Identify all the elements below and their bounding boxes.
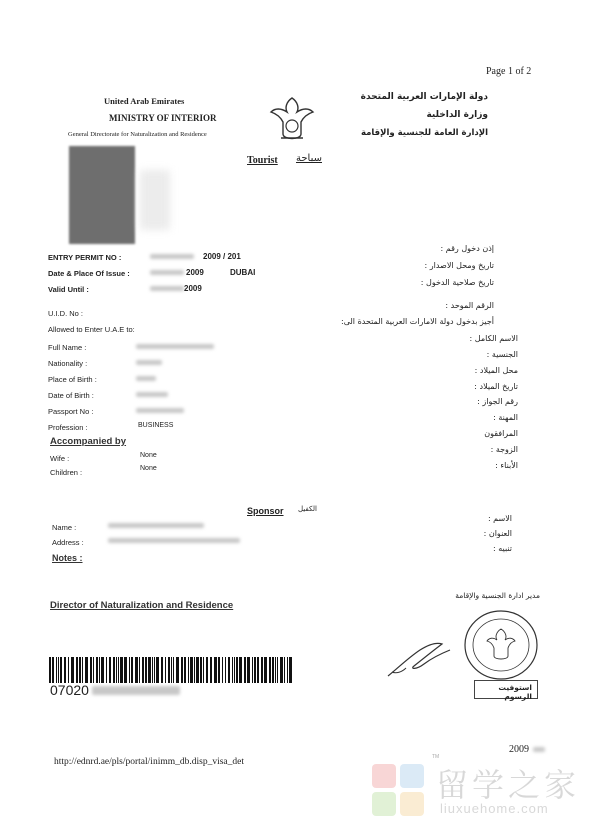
barcode-bar xyxy=(225,657,226,683)
barcode-bar xyxy=(118,657,119,683)
passport-label-ar: رقم الجواز : xyxy=(477,397,518,406)
barcode-bar xyxy=(49,657,51,683)
redacted-full-name xyxy=(136,344,214,349)
barcode-bar xyxy=(139,657,140,683)
children-label: Children : xyxy=(50,468,83,477)
sponsor-address-label-ar: العنوان : xyxy=(483,529,512,538)
official-seal-icon xyxy=(458,607,544,683)
sponsor-name-label: Name : xyxy=(52,523,77,532)
barcode-bar xyxy=(214,657,217,683)
barcode-bar xyxy=(161,657,163,683)
barcode-bar xyxy=(82,657,83,683)
full-name-label-ar: الاسم الكامل : xyxy=(469,334,518,343)
barcode-bar xyxy=(218,657,220,683)
redacted-sponsor-name xyxy=(108,523,204,528)
barcode-bar xyxy=(176,657,179,683)
allowed-label-ar: أجيز بدخول دولة الامارات العربية المتحدة الى: xyxy=(341,317,494,326)
accompanied-title: Accompanied by xyxy=(50,436,127,447)
barcode-bar xyxy=(244,657,246,683)
valid-label: Valid Until : xyxy=(48,285,89,294)
country-title-ar: دولة الإمارات العربية المتحدة xyxy=(360,92,488,102)
redacted-sponsor-address xyxy=(108,538,240,543)
barcode-bar xyxy=(52,657,54,683)
valid-label-ar: تاريخ صلاحية الدخول : xyxy=(420,278,494,287)
uid-label-ar: الرقم الموحد : xyxy=(445,301,494,310)
barcode-bar xyxy=(264,657,267,683)
barcode-bar xyxy=(289,657,292,683)
barcode-bar xyxy=(280,657,283,683)
issue-label: Date & Place Of Issue : xyxy=(48,269,130,278)
signature-icon xyxy=(380,628,460,683)
accompanied-title-ar: المرافقون xyxy=(484,429,518,438)
barcode-bar xyxy=(239,657,242,683)
barcode-bar xyxy=(171,657,172,683)
barcode-bar xyxy=(64,657,66,683)
barcode-bar xyxy=(120,657,123,683)
barcode-bar xyxy=(287,657,288,683)
barcode-bar xyxy=(210,657,212,683)
issue-year: 2009 xyxy=(186,268,204,277)
barcode-bar xyxy=(56,657,57,683)
wife-value: None xyxy=(140,452,157,459)
barcode-bar xyxy=(277,657,278,683)
redacted-issue-date xyxy=(150,270,184,275)
barcode-bar xyxy=(156,657,159,683)
country-title: United Arab Emirates xyxy=(104,96,185,106)
nationality-label-ar: الجنسية : xyxy=(486,350,518,359)
barcode-bar xyxy=(257,657,259,683)
footer-year: 2009 xyxy=(509,744,529,755)
barcode-bar xyxy=(142,657,144,683)
redacted-passport xyxy=(136,408,184,413)
date-of-birth-label-ar: تاريخ الميلاد : xyxy=(474,382,518,391)
sponsor-address-label: Address : xyxy=(52,538,84,547)
barcode-bar xyxy=(228,657,230,683)
directorate-title: General Directorate for Naturalization and Residence xyxy=(68,131,207,138)
barcode-bar xyxy=(58,657,59,683)
barcode-bar xyxy=(106,657,107,683)
barcode-bar xyxy=(90,657,92,683)
entry-permit-value: 2009 / 201 xyxy=(203,252,241,261)
barcode-bar xyxy=(203,657,204,683)
barcode-bar xyxy=(76,657,78,683)
barcode-bar xyxy=(71,657,74,683)
children-label-ar: الأبناء : xyxy=(495,461,518,470)
barcode-bar xyxy=(152,657,153,683)
barcode-bar xyxy=(101,657,104,683)
watermark-text-cn: 留学之家 xyxy=(436,766,581,804)
watermark-logo-icon xyxy=(370,762,430,820)
barcode-bar xyxy=(145,657,147,683)
full-name-label: Full Name : xyxy=(48,343,87,352)
fees-paid-stamp-text: استوفيت الرسوم xyxy=(498,683,532,701)
sponsor-title: Sponsor xyxy=(247,506,284,516)
barcode-number: 07020 xyxy=(50,682,89,698)
barcode-bar xyxy=(247,657,250,683)
barcode-bar xyxy=(154,657,155,683)
redacted-barcode-number xyxy=(92,686,180,695)
notes-label-ar: تنبيه : xyxy=(493,544,512,553)
barcode-bar xyxy=(206,657,208,683)
redacted-date-of-birth xyxy=(136,392,168,397)
barcode-bar xyxy=(232,657,233,683)
barcode-bar xyxy=(148,657,151,683)
barcode-bar xyxy=(168,657,170,683)
redacted-nationality xyxy=(136,360,162,365)
issue-label-ar: تاريخ ومحل الاصدار : xyxy=(424,261,494,270)
director-title: Director of Naturalization and Residence xyxy=(50,600,234,611)
barcode-bar xyxy=(181,657,183,683)
barcode-bar xyxy=(200,657,202,683)
issue-place: DUBAI xyxy=(230,268,256,277)
ministry-title-ar: وزارة الداخلية xyxy=(426,110,488,120)
ministry-title: MINISTRY OF INTERIOR xyxy=(109,113,217,123)
barcode-bar xyxy=(165,657,166,683)
barcode-bar xyxy=(222,657,223,683)
barcode-bar xyxy=(190,657,193,683)
directorate-title-ar: الإدارة العامة للجنسية والإقامة xyxy=(360,128,488,138)
barcode-bar xyxy=(272,657,274,683)
uid-label: U.I.D. No : xyxy=(48,309,84,318)
watermark-trademark: TM xyxy=(432,754,440,760)
wife-label-ar: الزوجة : xyxy=(490,445,518,454)
entry-permit-label: ENTRY PERMIT NO : xyxy=(48,253,122,262)
sponsor-title-ar: الكفيل xyxy=(298,505,317,513)
barcode-bar xyxy=(79,657,81,683)
barcode-bar xyxy=(129,657,130,683)
place-of-birth-label-ar: محل الميلاد : xyxy=(474,366,518,375)
photo-shadow xyxy=(140,170,170,230)
barcode-bar xyxy=(284,657,285,683)
entry-permit-label-ar: إذن دخول رقم : xyxy=(440,244,494,253)
barcode-icon xyxy=(49,657,293,683)
portal-url: http://ednrd.ae/pls/portal/inimm_db.disp_visa_det xyxy=(54,757,244,767)
barcode-bar xyxy=(269,657,271,683)
nationality-label: Nationality : xyxy=(48,359,88,368)
page-number: Page 1 of 2 xyxy=(486,66,532,77)
barcode-bar xyxy=(261,657,263,683)
barcode-bar xyxy=(93,657,94,683)
children-value: None xyxy=(140,465,157,472)
place-of-birth-label: Place of Birth : xyxy=(48,375,97,384)
visa-type: Tourist xyxy=(247,155,278,166)
profession-value: BUSINESS xyxy=(138,422,174,429)
wife-label: Wife : xyxy=(50,454,70,463)
barcode-bar xyxy=(254,657,256,683)
barcode-bar xyxy=(275,657,276,683)
passport-photo xyxy=(69,146,135,244)
sponsor-name-label-ar: الاسم : xyxy=(487,514,512,523)
barcode-bar xyxy=(116,657,117,683)
passport-label: Passport No : xyxy=(48,407,94,416)
valid-year: 2009 xyxy=(184,284,202,293)
barcode-bar xyxy=(99,657,100,683)
barcode-bar xyxy=(135,657,138,683)
barcode-bar xyxy=(196,657,199,683)
redacted-place-of-birth xyxy=(136,376,156,381)
barcode-bar xyxy=(113,657,115,683)
director-title-ar: مدير ادارة الجنسية والإقامة xyxy=(455,591,540,600)
barcode-bar xyxy=(109,657,111,683)
barcode-bar xyxy=(173,657,174,683)
visa-type-ar: سياحة xyxy=(296,153,322,164)
barcode-bar xyxy=(234,657,235,683)
barcode-bar xyxy=(124,657,127,683)
barcode-bar xyxy=(60,657,62,683)
barcode-bar xyxy=(236,657,238,683)
redacted-permit xyxy=(150,254,194,259)
barcode-bar xyxy=(188,657,189,683)
redacted-valid-date xyxy=(150,286,184,291)
profession-label-ar: المهنة : xyxy=(493,413,518,422)
allowed-label: Allowed to Enter U.A.E to: xyxy=(48,325,135,334)
barcode-bar xyxy=(131,657,133,683)
date-of-birth-label: Date of Birth : xyxy=(48,391,94,400)
barcode-bar xyxy=(252,657,253,683)
redacted-footer-year xyxy=(533,747,545,752)
barcode-bar xyxy=(184,657,186,683)
barcode-bar xyxy=(68,657,69,683)
uae-emblem-icon xyxy=(269,94,315,144)
barcode-bar xyxy=(194,657,195,683)
watermark-domain: liuxuehome.com xyxy=(440,801,549,816)
profession-label: Profession : xyxy=(48,423,88,432)
barcode-bar xyxy=(96,657,98,683)
notes-label: Notes : xyxy=(52,553,83,563)
barcode-bar xyxy=(85,657,88,683)
